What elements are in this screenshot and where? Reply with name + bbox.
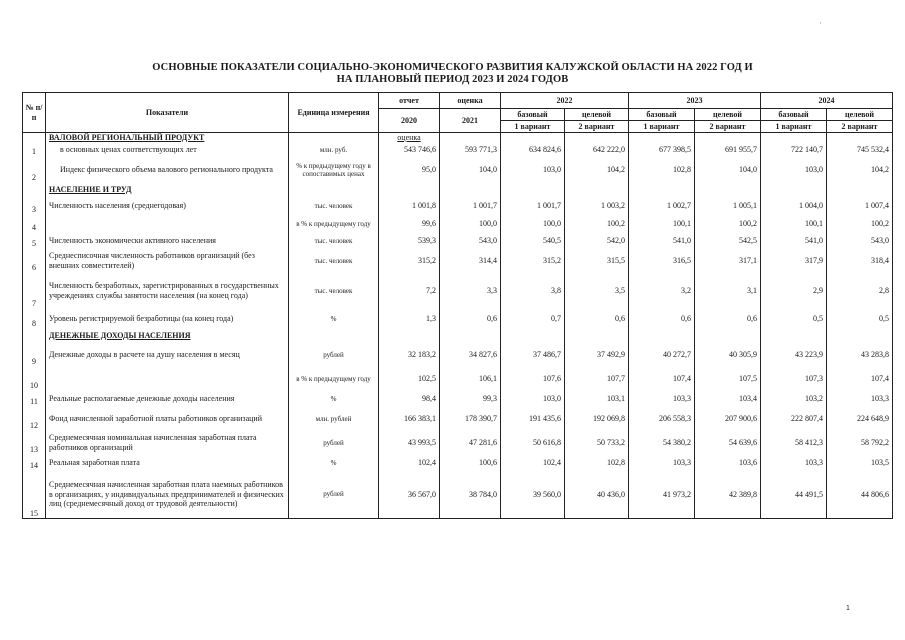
value-cell: 0,6	[695, 309, 761, 329]
table-row	[23, 273, 893, 309]
indicator-name	[46, 215, 289, 233]
value-cell: 50 616,8	[501, 431, 565, 455]
value-cell: 642 222,0	[565, 143, 629, 157]
value-cell: 44 806,6	[827, 471, 893, 519]
value-cell: 104,0	[695, 157, 761, 183]
value-cell: 166 383,1	[379, 407, 440, 431]
indicator-name: Численность безработных, зарегистрированных в государственных учреждениях службы занятости населения (на конец года)	[46, 273, 289, 309]
empty-cell	[629, 329, 695, 343]
value-cell: 1 007,4	[827, 197, 893, 215]
page-number: 1	[846, 605, 850, 612]
value-cell: 34 827,6	[440, 343, 501, 367]
unit-cell: тыс. человек	[289, 197, 379, 215]
indicator-name: Уровень регистрируемой безработицы (на конец года)	[46, 309, 289, 329]
empty-cell	[565, 133, 629, 143]
value-cell: 3,3	[440, 273, 501, 309]
row-number: 9	[23, 343, 46, 367]
table-row	[23, 233, 893, 249]
value-cell: 107,6	[501, 367, 565, 391]
header-variant1-2023: 1 вариант	[629, 121, 695, 133]
value-cell: 102,4	[501, 455, 565, 471]
row-number	[23, 183, 46, 197]
value-cell: 100,2	[827, 215, 893, 233]
unit-cell	[289, 329, 379, 343]
empty-cell	[501, 133, 565, 143]
value-cell: 1 002,7	[629, 197, 695, 215]
value-cell: 102,8	[629, 157, 695, 183]
empty-cell	[629, 183, 695, 197]
value-cell: 315,5	[565, 249, 629, 273]
value-cell: 1 004,0	[761, 197, 827, 215]
unit-cell	[289, 183, 379, 197]
header-year-2021: 2021	[440, 109, 501, 133]
indicator-name: Фонд начисленной заработной платы работников организаций	[46, 407, 289, 431]
document-title	[0, 62, 905, 86]
value-cell: 314,4	[440, 249, 501, 273]
value-cell: 2,9	[761, 273, 827, 309]
value-cell: 107,4	[827, 367, 893, 391]
value-cell: 107,5	[695, 367, 761, 391]
table-body	[23, 133, 893, 519]
table-row	[23, 197, 893, 215]
value-cell: 539,3	[379, 233, 440, 249]
value-cell: 315,2	[379, 249, 440, 273]
value-cell: 103,0	[761, 157, 827, 183]
indicator-name: Численность экономически активного населения	[46, 233, 289, 249]
value-cell: 103,3	[629, 391, 695, 407]
value-cell: 593 771,3	[440, 143, 501, 157]
row-number: 5	[23, 233, 46, 249]
value-cell: 103,4	[695, 391, 761, 407]
value-cell: 103,2	[761, 391, 827, 407]
value-cell: 100,0	[440, 215, 501, 233]
value-cell: 38 784,0	[440, 471, 501, 519]
row-number: 15	[23, 471, 46, 519]
value-cell: 43 993,5	[379, 431, 440, 455]
value-cell: 100,1	[761, 215, 827, 233]
value-cell: 540,5	[501, 233, 565, 249]
unit-cell: млн. рублей	[289, 407, 379, 431]
estimate-note: оценка	[379, 133, 440, 143]
value-cell: 107,3	[761, 367, 827, 391]
value-cell: 318,4	[827, 249, 893, 273]
header-base-2024: базовый	[761, 109, 827, 121]
empty-cell	[501, 183, 565, 197]
indicator-name: Среднемесячная номинальная начисленная заработная плата работников организаций	[46, 431, 289, 455]
unit-cell: в % к предыдущему году	[289, 367, 379, 391]
value-cell: 677 398,5	[629, 143, 695, 157]
empty-cell	[827, 183, 893, 197]
empty-cell	[565, 329, 629, 343]
value-cell: 103,3	[827, 391, 893, 407]
table-row	[23, 391, 893, 407]
empty-cell	[695, 329, 761, 343]
value-cell: 315,2	[501, 249, 565, 273]
header-estimate: оценка	[440, 93, 501, 109]
row-number: 10	[23, 367, 46, 391]
row-number	[23, 329, 46, 343]
unit-cell: %	[289, 455, 379, 471]
value-cell: 0,6	[440, 309, 501, 329]
value-cell: 543,0	[440, 233, 501, 249]
value-cell: 206 558,3	[629, 407, 695, 431]
value-cell: 36 567,0	[379, 471, 440, 519]
indicator-name: Реальная заработная плата	[46, 455, 289, 471]
row-number: 11	[23, 391, 46, 407]
header-year-2022: 2022	[501, 93, 629, 109]
value-cell: 43 223,9	[761, 343, 827, 367]
value-cell: 40 305,9	[695, 343, 761, 367]
table-row	[23, 431, 893, 455]
value-cell: 103,0	[501, 391, 565, 407]
section-title: НАСЕЛЕНИЕ И ТРУД	[46, 183, 289, 197]
table-row	[23, 249, 893, 273]
header-target-2022: целевой	[565, 109, 629, 121]
unit-cell: тыс. человек	[289, 249, 379, 273]
row-number	[23, 133, 46, 143]
table-row	[23, 367, 893, 391]
section-row	[23, 329, 893, 343]
unit-cell: тыс. человек	[289, 233, 379, 249]
value-cell: 1 005,1	[695, 197, 761, 215]
header-year-2020: 2020	[379, 109, 440, 133]
unit-cell: в % к предыдущему году	[289, 215, 379, 233]
empty-cell	[695, 183, 761, 197]
scan-mark: '	[820, 22, 822, 29]
row-number: 4	[23, 215, 46, 233]
header-num: № п/п	[23, 93, 46, 133]
value-cell: 3,5	[565, 273, 629, 309]
unit-cell: % к предыдущему году в сопоставимых ценах	[289, 157, 379, 183]
value-cell: 103,0	[501, 157, 565, 183]
section-row	[23, 133, 893, 143]
section-title: ДЕНЕЖНЫЕ ДОХОДЫ НАСЕЛЕНИЯ	[46, 329, 289, 343]
value-cell: 178 390,7	[440, 407, 501, 431]
value-cell: 58 412,3	[761, 431, 827, 455]
value-cell: 317,1	[695, 249, 761, 273]
value-cell: 100,1	[629, 215, 695, 233]
empty-cell	[695, 133, 761, 143]
unit-cell	[289, 133, 379, 143]
value-cell: 542,0	[565, 233, 629, 249]
value-cell: 192 069,8	[565, 407, 629, 431]
value-cell: 100,2	[565, 215, 629, 233]
row-number: 14	[23, 455, 46, 471]
indicator-name: Денежные доходы в расчете на душу населения в месяц	[46, 343, 289, 367]
value-cell: 542,5	[695, 233, 761, 249]
value-cell: 1 001,7	[440, 197, 501, 215]
value-cell: 541,0	[629, 233, 695, 249]
value-cell: 100,2	[695, 215, 761, 233]
table-row	[23, 143, 893, 157]
value-cell: 7,2	[379, 273, 440, 309]
header-year-2023: 2023	[629, 93, 761, 109]
header-unit: Единица измерения	[289, 93, 379, 133]
header-variant2-2024: 2 вариант	[827, 121, 893, 133]
value-cell: 3,8	[501, 273, 565, 309]
value-cell: 224 648,9	[827, 407, 893, 431]
value-cell: 3,2	[629, 273, 695, 309]
value-cell: 0,7	[501, 309, 565, 329]
row-number: 1	[23, 143, 46, 157]
table-row	[23, 407, 893, 431]
empty-cell	[827, 133, 893, 143]
value-cell: 1 003,2	[565, 197, 629, 215]
value-cell: 691 955,7	[695, 143, 761, 157]
empty-cell	[440, 183, 501, 197]
header-variant1-2024: 1 вариант	[761, 121, 827, 133]
row-number: 8	[23, 309, 46, 329]
value-cell: 58 792,2	[827, 431, 893, 455]
value-cell: 207 900,6	[695, 407, 761, 431]
table-header	[23, 93, 893, 133]
value-cell: 3,1	[695, 273, 761, 309]
value-cell: 54 380,2	[629, 431, 695, 455]
value-cell: 1 001,7	[501, 197, 565, 215]
value-cell: 99,3	[440, 391, 501, 407]
unit-cell: млн. руб.	[289, 143, 379, 157]
value-cell: 40 272,7	[629, 343, 695, 367]
indicator-name: Индекс физического объема валового регионального продукта	[46, 157, 289, 183]
value-cell: 317,9	[761, 249, 827, 273]
value-cell: 99,6	[379, 215, 440, 233]
header-report: отчет	[379, 93, 440, 109]
table-row	[23, 157, 893, 183]
value-cell: 191 435,6	[501, 407, 565, 431]
value-cell: 0,6	[629, 309, 695, 329]
value-cell: 50 733,2	[565, 431, 629, 455]
value-cell: 541,0	[761, 233, 827, 249]
value-cell: 107,7	[565, 367, 629, 391]
value-cell: 107,4	[629, 367, 695, 391]
value-cell: 634 824,6	[501, 143, 565, 157]
header-base-2023: базовый	[629, 109, 695, 121]
value-cell: 1 001,8	[379, 197, 440, 215]
unit-cell: %	[289, 309, 379, 329]
value-cell: 39 560,0	[501, 471, 565, 519]
value-cell: 543,0	[827, 233, 893, 249]
value-cell: 106,1	[440, 367, 501, 391]
row-number: 7	[23, 273, 46, 309]
row-number: 3	[23, 197, 46, 215]
value-cell: 104,0	[440, 157, 501, 183]
value-cell: 103,3	[629, 455, 695, 471]
value-cell: 2,8	[827, 273, 893, 309]
value-cell: 40 436,0	[565, 471, 629, 519]
value-cell: 54 639,6	[695, 431, 761, 455]
value-cell: 37 486,7	[501, 343, 565, 367]
value-cell: 103,1	[565, 391, 629, 407]
header-target-2023: целевой	[695, 109, 761, 121]
value-cell: 43 283,8	[827, 343, 893, 367]
indicator-name: Среднесписочная численность работников организаций (без внешних совместителей)	[46, 249, 289, 273]
value-cell: 44 491,5	[761, 471, 827, 519]
empty-cell	[629, 133, 695, 143]
value-cell: 104,2	[565, 157, 629, 183]
empty-cell	[761, 329, 827, 343]
empty-cell	[379, 329, 440, 343]
header-year-2024: 2024	[761, 93, 893, 109]
row-number: 12	[23, 407, 46, 431]
value-cell: 722 140,7	[761, 143, 827, 157]
unit-cell: рублей	[289, 431, 379, 455]
indicator-name: Реальные располагаемые денежные доходы населения	[46, 391, 289, 407]
indicator-name: в основных ценах соответствующих лет	[46, 143, 289, 157]
empty-cell	[501, 329, 565, 343]
table-row	[23, 343, 893, 367]
header-base-2022: базовый	[501, 109, 565, 121]
value-cell: 100,0	[501, 215, 565, 233]
header-variant1-2022: 1 вариант	[501, 121, 565, 133]
value-cell: 0,5	[761, 309, 827, 329]
table-row	[23, 471, 893, 519]
empty-cell	[440, 329, 501, 343]
value-cell: 104,2	[827, 157, 893, 183]
unit-cell: тыс. человек	[289, 273, 379, 309]
value-cell: 102,5	[379, 367, 440, 391]
title-line-2: НА ПЛАНОВЫЙ ПЕРИОД 2023 И 2024 ГОДОВ	[336, 74, 569, 85]
unit-cell: рублей	[289, 471, 379, 519]
row-number: 2	[23, 157, 46, 183]
value-cell: 222 807,4	[761, 407, 827, 431]
empty-cell	[440, 133, 501, 143]
value-cell: 0,5	[827, 309, 893, 329]
row-number: 6	[23, 249, 46, 273]
unit-cell: рублей	[289, 343, 379, 367]
section-title: ВАЛОВОЙ РЕГИОНАЛЬНЫЙ ПРОДУКТ	[46, 133, 289, 143]
value-cell: 98,4	[379, 391, 440, 407]
value-cell: 41 973,2	[629, 471, 695, 519]
section-row	[23, 183, 893, 197]
value-cell: 47 281,6	[440, 431, 501, 455]
indicators-table	[22, 92, 893, 519]
title-line-1: ОСНОВНЫЕ ПОКАЗАТЕЛИ СОЦИАЛЬНО-ЭКОНОМИЧЕСКОГО РАЗВИТИЯ КАЛУЖСКОЙ ОБЛАСТИ НА 2022 ГОД И	[152, 62, 753, 73]
value-cell: 1,3	[379, 309, 440, 329]
value-cell: 316,5	[629, 249, 695, 273]
unit-cell: %	[289, 391, 379, 407]
empty-cell	[379, 183, 440, 197]
table-row	[23, 215, 893, 233]
value-cell: 100,6	[440, 455, 501, 471]
empty-cell	[565, 183, 629, 197]
value-cell: 37 492,9	[565, 343, 629, 367]
indicator-name: Среднемесячная начисленная заработная плата наемных работников в организациях, у индивидуальных предпринимателей и физических лиц (среднемесячный доход от трудовой деятельности)	[46, 471, 289, 519]
header-variant2-2023: 2 вариант	[695, 121, 761, 133]
value-cell: 103,3	[761, 455, 827, 471]
empty-cell	[761, 133, 827, 143]
table-row	[23, 455, 893, 471]
value-cell: 102,4	[379, 455, 440, 471]
indicator-name	[46, 367, 289, 391]
value-cell: 103,5	[827, 455, 893, 471]
header-variant2-2022: 2 вариант	[565, 121, 629, 133]
value-cell: 745 532,4	[827, 143, 893, 157]
value-cell: 543 746,6	[379, 143, 440, 157]
value-cell: 42 389,8	[695, 471, 761, 519]
empty-cell	[827, 329, 893, 343]
indicator-name: Численность населения (среднегодовая)	[46, 197, 289, 215]
header-target-2024: целевой	[827, 109, 893, 121]
value-cell: 95,0	[379, 157, 440, 183]
value-cell: 32 183,2	[379, 343, 440, 367]
value-cell: 0,6	[565, 309, 629, 329]
value-cell: 102,8	[565, 455, 629, 471]
header-indicator: Показатели	[46, 93, 289, 133]
table-row	[23, 309, 893, 329]
row-number: 13	[23, 431, 46, 455]
value-cell: 103,6	[695, 455, 761, 471]
empty-cell	[761, 183, 827, 197]
